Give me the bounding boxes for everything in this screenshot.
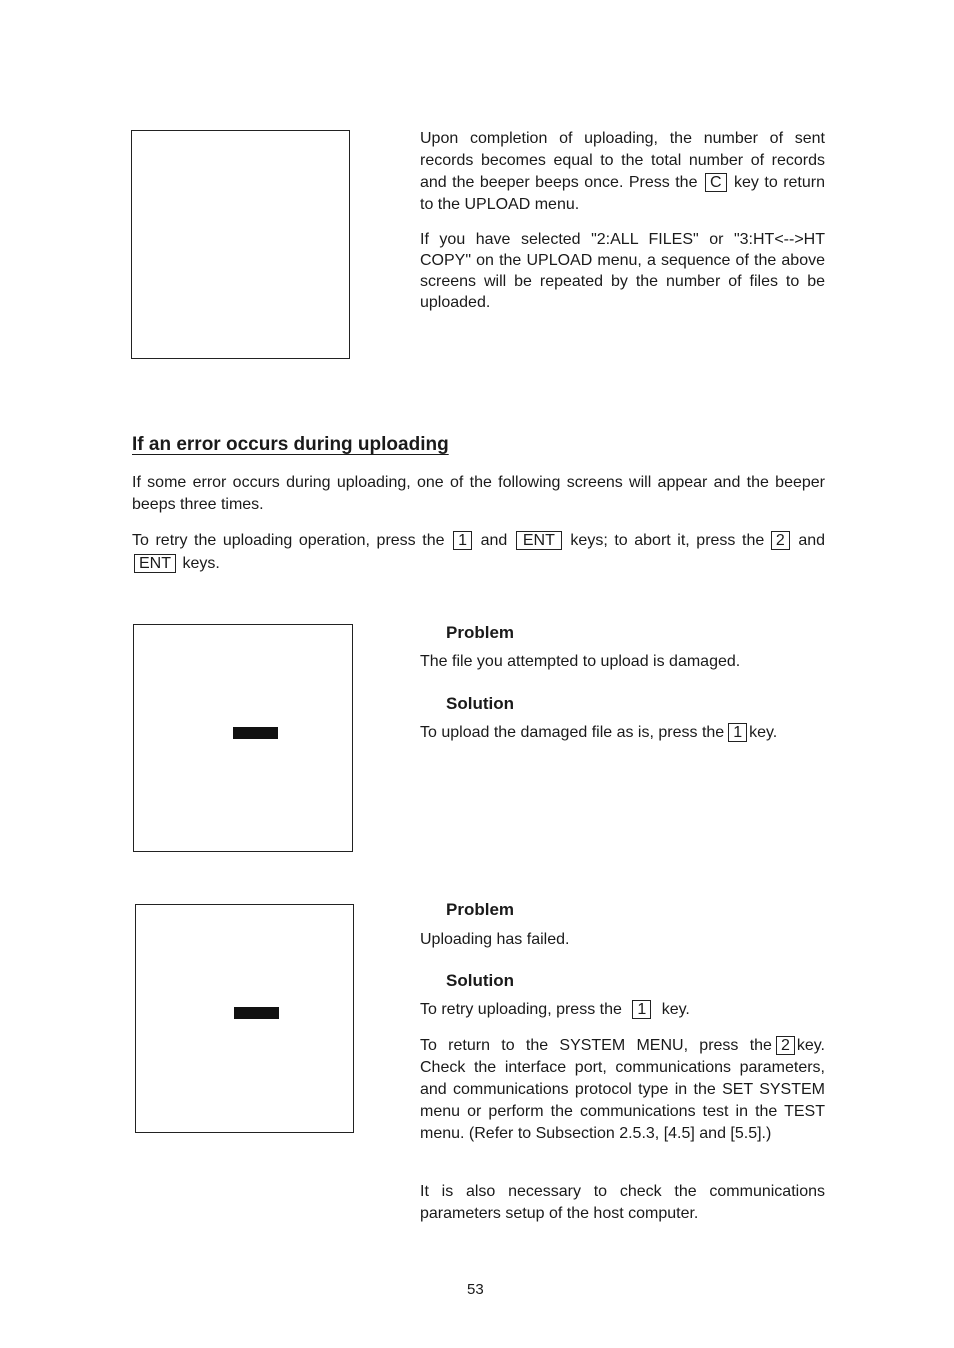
problem-text: The file you attempted to upload is damaged. — [420, 653, 741, 670]
retry-abort-paragraph: To retry the uploading operation, press the 1 and ENT keys; to abort it, press the 2 and ENT keys. — [132, 532, 826, 572]
key-1: 1 — [728, 723, 747, 742]
retry-text: To retry uploading, press the 1 key. — [420, 1001, 690, 1018]
return-paragraph: To return to the SYSTEM MENU, press the 2 key. Check the interface port, communications parameters, and communications protocol type in the SET SYSTEM menu or perform the communications test in the TEST menu. (Refer to Subsection 2.5.3, [4.5] and [5.5].) — [420, 1037, 825, 1142]
problem-text: Uploading has failed. — [420, 931, 570, 948]
lcd-screen-upload-failed — [135, 904, 354, 1133]
cursor-block — [233, 727, 278, 739]
error-intro-paragraph: If some error occurs during uploading, one of the following screens will appear and the beeper beeps three times. — [132, 474, 825, 513]
problem-label: Problem — [446, 900, 515, 919]
lcd-screen-upload-complete — [131, 130, 350, 359]
upload-complete-paragraph: Upon completion of uploading, the number of sent records becomes equal to the total number of records and the beeper beeps once. Press the C key to return to the UPLOAD menu. — [420, 130, 826, 213]
all-files-paragraph: If you have selected "2:ALL FILES" or "3:HT<-->HT COPY" on the UPLOAD menu, a sequence of the above screens will be repeated by the number of files to be uploaded. — [420, 231, 825, 311]
key-c: C — [705, 173, 727, 192]
key-2: 2 — [776, 1036, 795, 1055]
key-ent: ENT — [516, 531, 562, 550]
key-2: 2 — [771, 531, 790, 550]
host-check-paragraph: It is also necessary to check the communications parameters setup of the host computer. — [420, 1183, 825, 1222]
page-number: 53 — [467, 1281, 484, 1298]
key-1: 1 — [453, 531, 472, 550]
solution-label: Solution — [446, 694, 514, 713]
solution-label: Solution — [446, 971, 514, 990]
section-heading: If an error occurs during uploading — [132, 434, 449, 455]
lcd-screen-file-damaged — [133, 624, 353, 852]
problem-label: Problem — [446, 623, 515, 642]
key-ent: ENT — [134, 554, 176, 573]
solution-text: To upload the damaged file as is, press the 1 key. — [420, 724, 778, 741]
key-1: 1 — [632, 1000, 651, 1019]
cursor-block — [234, 1007, 279, 1019]
